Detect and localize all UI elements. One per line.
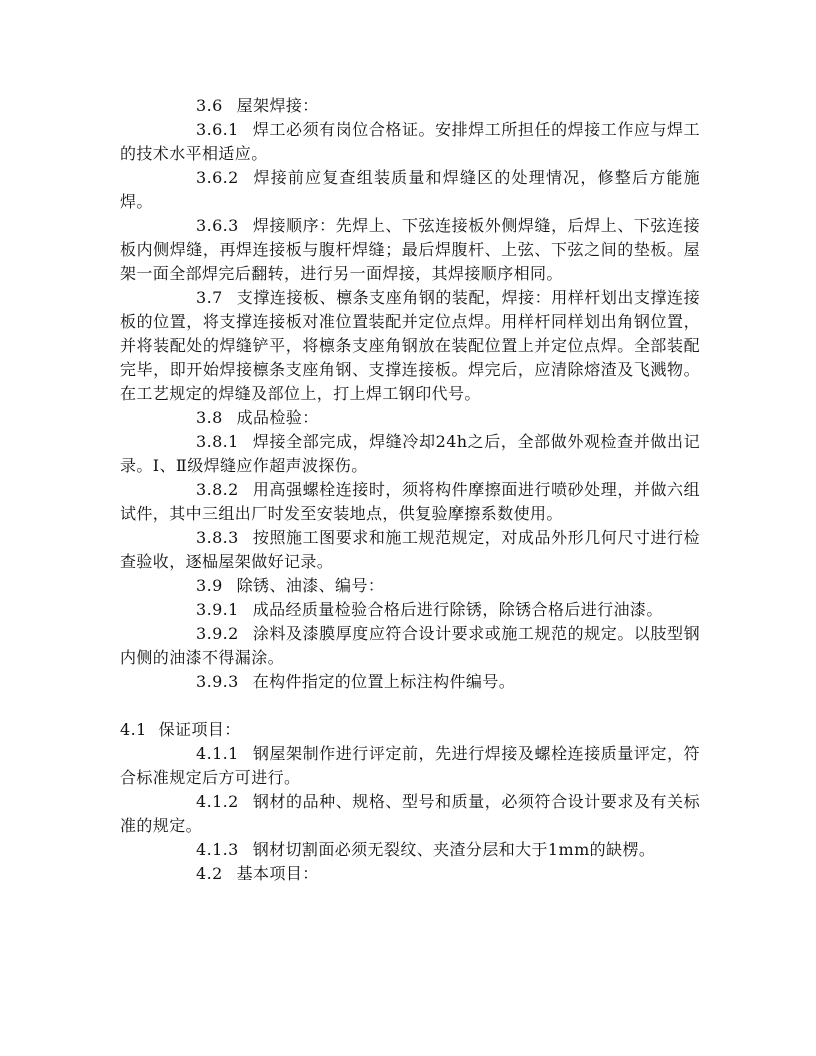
section-number: 3.8.2 — [196, 480, 239, 499]
paragraph-text: 成品经质量检验合格后进行除锈，除锈合格后进行油漆。 — [252, 600, 663, 619]
paragraph-4-1 — [120, 718, 700, 742]
paragraph-text: 焊接全部完成，焊缝冷却24h之后，全部做外观检查并做出记录。Ⅰ、Ⅱ级焊缝应作超声波探伤。 — [120, 432, 700, 475]
paragraph-4-1-1 — [120, 742, 700, 790]
paragraph-3-9-3 — [120, 670, 700, 694]
paragraph-3-8-1 — [120, 430, 700, 478]
paragraph-text: 基本项目： — [236, 864, 319, 883]
blank-line — [120, 694, 700, 718]
paragraph-4-1-2 — [120, 790, 700, 838]
paragraph-4-2 — [120, 862, 700, 886]
paragraph-3-9-2 — [120, 622, 700, 670]
section-number: 3.8.3 — [196, 528, 239, 547]
paragraph-text: 成品检验： — [236, 408, 319, 427]
paragraph-3-6 — [120, 94, 700, 118]
paragraph-3-8-3 — [120, 526, 700, 574]
paragraph-text: 支撑连接板、檩条支座角钢的装配，焊接：用样杆划出支撑连接板的位置，将支撑连接板对准位置装配并定位点焊。用样杆同样划出角钢位置，并将装配处的焊缝铲平，将檩条支座角钢放在装配位置上并定位点焊。全部装配完毕，即开始焊接檩条支座角钢、支撑连接板。焊完后，应清除熔渣及飞溅物。在工艺规定的焊缝及部位上，打上焊工钢印代号。 — [120, 288, 700, 403]
paragraph-text: 钢材切割面必须无裂纹、夹渣分层和大于1mm的缺楞。 — [252, 840, 656, 859]
section-number: 3.9 — [196, 576, 223, 595]
paragraph-text: 焊接顺序：先焊上、下弦连接板外侧焊缝，后焊上、下弦连接板内侧焊缝，再焊连接板与腹杆焊缝；最后焊腹杆、上弦、下弦之间的垫板。屋架一面全部焊完后翻转，进行另一面焊接，其焊接顺序相同。 — [120, 216, 700, 283]
section-number: 3.8.1 — [196, 432, 239, 451]
paragraph-text: 保证项目： — [158, 720, 241, 739]
paragraph-4-1-3 — [120, 838, 700, 862]
section-number: 4.1 — [120, 720, 147, 739]
section-number: 4.1.3 — [196, 840, 239, 859]
section-number: 3.6 — [196, 96, 223, 115]
section-number: 3.6.3 — [196, 216, 239, 235]
paragraph-text: 钢材的品种、规格、型号和质量，必须符合设计要求及有关标准的规定。 — [120, 792, 700, 835]
section-number: 4.1.2 — [196, 792, 239, 811]
section-number: 4.2 — [196, 864, 223, 883]
section-number: 3.8 — [196, 408, 223, 427]
paragraph-3-9 — [120, 574, 700, 598]
paragraph-3-6-3 — [120, 214, 700, 286]
paragraph-3-6-2 — [120, 166, 700, 214]
paragraph-text: 除锈、油漆、编号： — [236, 576, 385, 595]
section-number: 3.6.1 — [196, 120, 239, 139]
paragraph-3-8-2 — [120, 478, 700, 526]
paragraph-3-8 — [120, 406, 700, 430]
document-body — [120, 94, 700, 886]
section-number: 3.9.3 — [196, 672, 239, 691]
paragraph-text: 按照施工图要求和施工规范规定，对成品外形几何尺寸进行检查验收，逐榀屋架做好记录。 — [120, 528, 700, 571]
paragraph-text: 焊工必须有岗位合格证。安排焊工所担任的焊接工作应与焊工的技术水平相适应。 — [120, 120, 700, 163]
paragraph-3-7 — [120, 286, 700, 406]
section-number: 3.7 — [196, 288, 223, 307]
paragraph-text: 屋架焊接： — [236, 96, 319, 115]
paragraph-text: 焊接前应复查组装质量和焊缝区的处理情况，修整后方能施焊。 — [120, 168, 700, 211]
paragraph-text: 钢屋架制作进行评定前，先进行焊接及螺栓连接质量评定，符合标准规定后方可进行。 — [120, 744, 700, 787]
section-number: 3.9.1 — [196, 600, 239, 619]
section-number: 4.1.1 — [196, 744, 239, 763]
section-number: 3.9.2 — [196, 624, 239, 643]
paragraph-3-9-1 — [120, 598, 700, 622]
paragraph-3-6-1 — [120, 118, 700, 166]
section-number: 3.6.2 — [196, 168, 239, 187]
paragraph-text: 涂料及漆膜厚度应符合设计要求或施工规范的规定。以肢型钢内侧的油漆不得漏涂。 — [120, 624, 700, 667]
paragraph-text: 在构件指定的位置上标注构件编号。 — [252, 672, 516, 691]
paragraph-text: 用高强螺栓连接时，须将构件摩擦面进行喷砂处理，并做六组试件，其中三组出厂时发至安装地点，供复验摩擦系数使用。 — [120, 480, 700, 523]
